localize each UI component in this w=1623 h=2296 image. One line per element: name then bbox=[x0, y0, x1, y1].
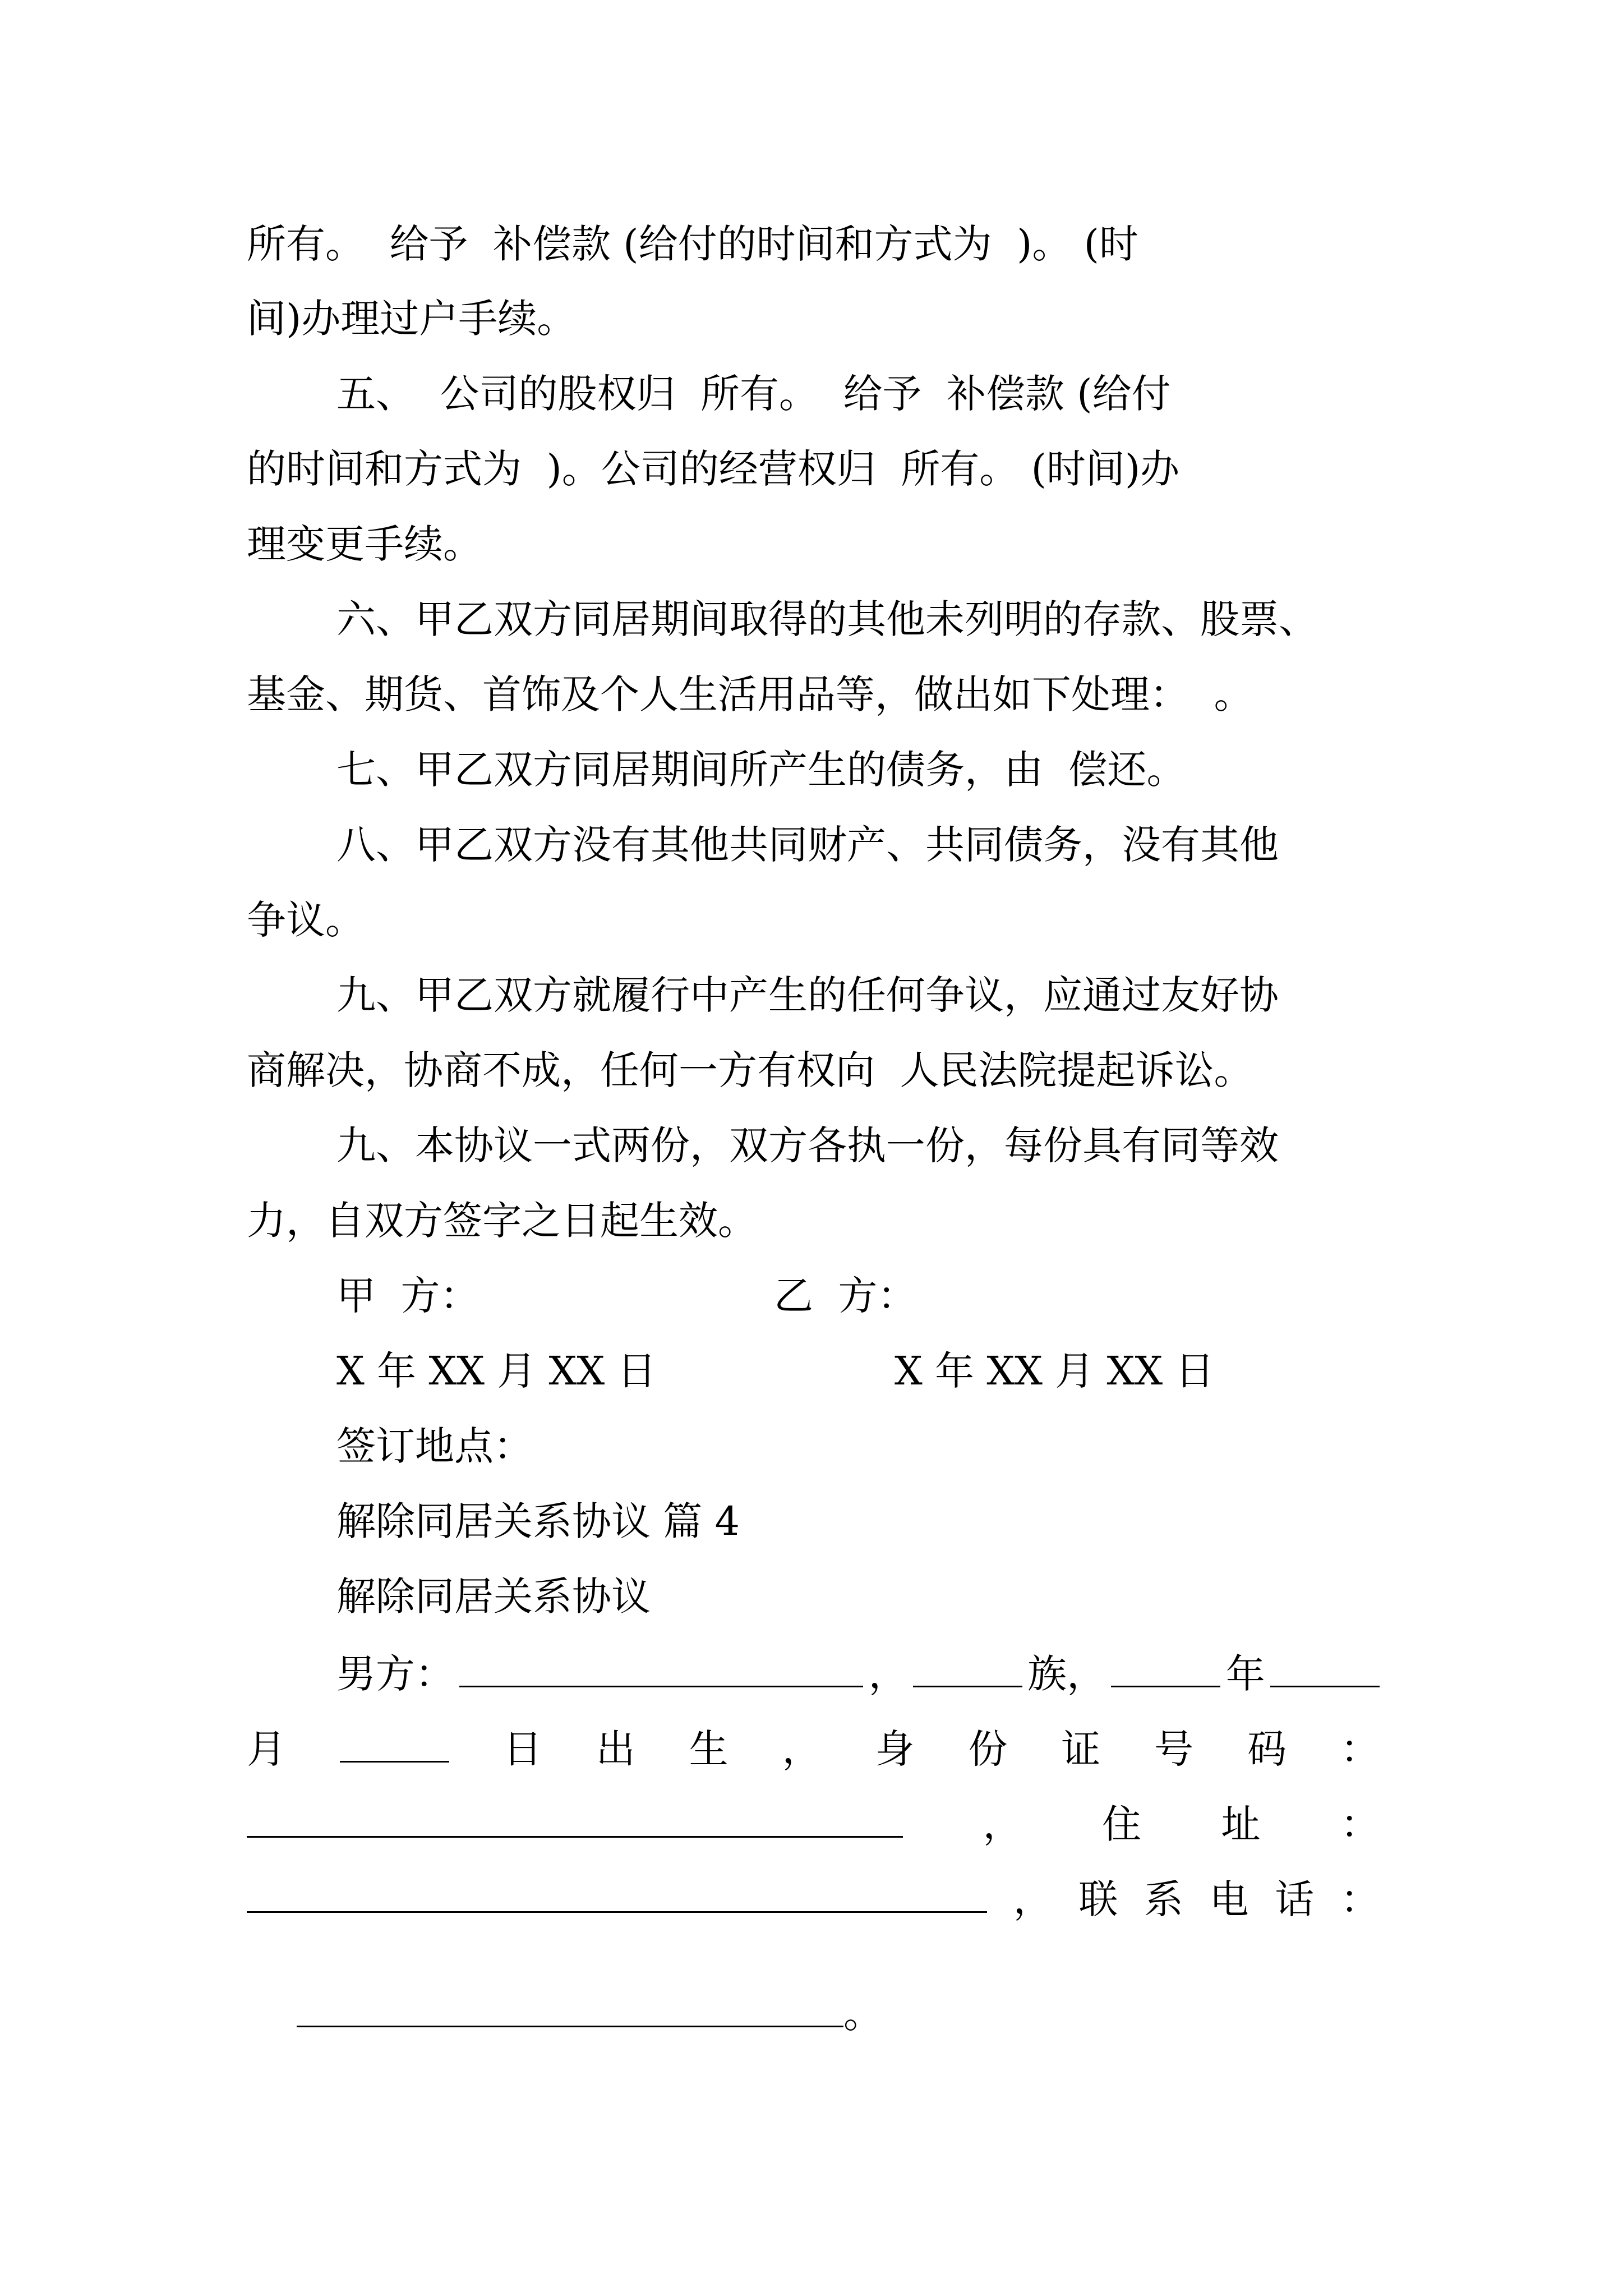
phone-char-6: ： bbox=[1340, 1876, 1380, 1922]
paragraph-6-line-1: 六、甲乙双方同居期间取得的其他未列明的存款、股票、 bbox=[336, 596, 1318, 642]
address-char-3: ： bbox=[1340, 1801, 1380, 1847]
birth-char-10: ： bbox=[1340, 1726, 1380, 1772]
birth-char-1: 日 bbox=[502, 1726, 542, 1772]
paragraph-6-line-2: 基金、期货、首饰及个人生活用品等，做出如下处理： 。 bbox=[247, 671, 1253, 717]
paragraph-8-line-1: 八、甲乙双方没有其他共同财产、共同债务，没有其他 bbox=[336, 822, 1279, 868]
id-number-blank bbox=[247, 1802, 903, 1838]
party-a-signature-label: 甲 方： bbox=[336, 1273, 479, 1319]
birth-char-3: 生 bbox=[689, 1726, 728, 1772]
paragraph-7: 七、甲乙双方同居期间所产生的债务，由 偿还。 bbox=[336, 747, 1186, 793]
birth-year-blank bbox=[1111, 1652, 1220, 1687]
phone-char-5: 话 bbox=[1275, 1876, 1315, 1922]
birth-char-6: 份 bbox=[968, 1726, 1008, 1772]
birth-char-8: 号 bbox=[1154, 1726, 1194, 1772]
agreement-title: 解除同居关系协议 bbox=[336, 1573, 651, 1619]
comma-separator: ， bbox=[868, 1651, 908, 1697]
address-blank bbox=[247, 1878, 987, 1913]
name-blank bbox=[459, 1652, 863, 1687]
paragraph-5-line-1: 五、 公司的股权归 所有。 给予 补偿款 (给付 bbox=[336, 371, 1171, 417]
man-info-line-5 bbox=[247, 1953, 883, 2073]
paragraph-5-line-2: 的时间和方式为 )。公司的经营权归 所有。 (时间)办 bbox=[247, 446, 1180, 492]
paragraph-9-line-2: 商解决，协商不成，任何一方有权向 人民法院提起诉讼。 bbox=[247, 1047, 1253, 1093]
section-heading: 解除同居关系协议 篇 4 bbox=[336, 1498, 740, 1544]
birth-char-9: 码 bbox=[1247, 1726, 1287, 1772]
paragraph-10-line-2: 力，自双方签字之日起生效。 bbox=[247, 1198, 757, 1244]
birth-char-7: 证 bbox=[1061, 1726, 1101, 1772]
party-a-date: X 年 XX 月 XX 日 bbox=[336, 1348, 657, 1394]
man-info-line-4 bbox=[247, 1876, 1380, 1922]
party-b-signature-label: 乙 方： bbox=[774, 1273, 917, 1319]
birth-day-blank bbox=[340, 1727, 449, 1763]
birth-char-5: 身 bbox=[875, 1726, 915, 1772]
paragraph-5-line-3: 理变更手续。 bbox=[247, 521, 482, 567]
man-info-line-3 bbox=[247, 1801, 1380, 1847]
end-period: 。 bbox=[843, 1991, 883, 2037]
man-info-line-2 bbox=[247, 1726, 1380, 1772]
ethnicity-suffix: 族， bbox=[1027, 1651, 1106, 1697]
signing-place-label: 签订地点： bbox=[336, 1423, 533, 1469]
man-info-line-1 bbox=[336, 1651, 1380, 1697]
birth-char-4: ， bbox=[782, 1726, 822, 1772]
ethnicity-blank bbox=[913, 1652, 1022, 1687]
paragraph-4-line-1: 所有。 给予 补偿款 (给付的时间和方式为 )。 (时 bbox=[247, 221, 1138, 267]
phone-char-2: 联 bbox=[1078, 1876, 1118, 1922]
address-char-1: 住 bbox=[1102, 1801, 1141, 1847]
phone-blank bbox=[297, 1992, 843, 2027]
man-label: 男方： bbox=[336, 1651, 454, 1697]
phone-char-3: 系 bbox=[1144, 1876, 1183, 1922]
year-suffix: 年 bbox=[1225, 1651, 1265, 1697]
paragraph-9-line-1: 九、甲乙双方就履行中产生的任何争议，应通过友好协 bbox=[336, 972, 1279, 1018]
phone-char-4: 电 bbox=[1209, 1876, 1249, 1922]
birth-char-2: 出 bbox=[596, 1726, 635, 1772]
party-b-date: X 年 XX 月 XX 日 bbox=[895, 1348, 1215, 1394]
birth-month-blank bbox=[1270, 1652, 1380, 1687]
address-char-2: 址 bbox=[1221, 1801, 1261, 1847]
phone-char-1: ， bbox=[1013, 1876, 1053, 1922]
comma-separator-2: ， bbox=[983, 1801, 1022, 1847]
month-label: 月 bbox=[247, 1726, 286, 1772]
paragraph-8-line-2: 争议。 bbox=[247, 897, 365, 943]
paragraph-4-line-2: 间)办理过户手续。 bbox=[247, 296, 577, 342]
paragraph-10-line-1: 九、本协议一式两份，双方各执一份，每份具有同等效 bbox=[336, 1122, 1279, 1168]
